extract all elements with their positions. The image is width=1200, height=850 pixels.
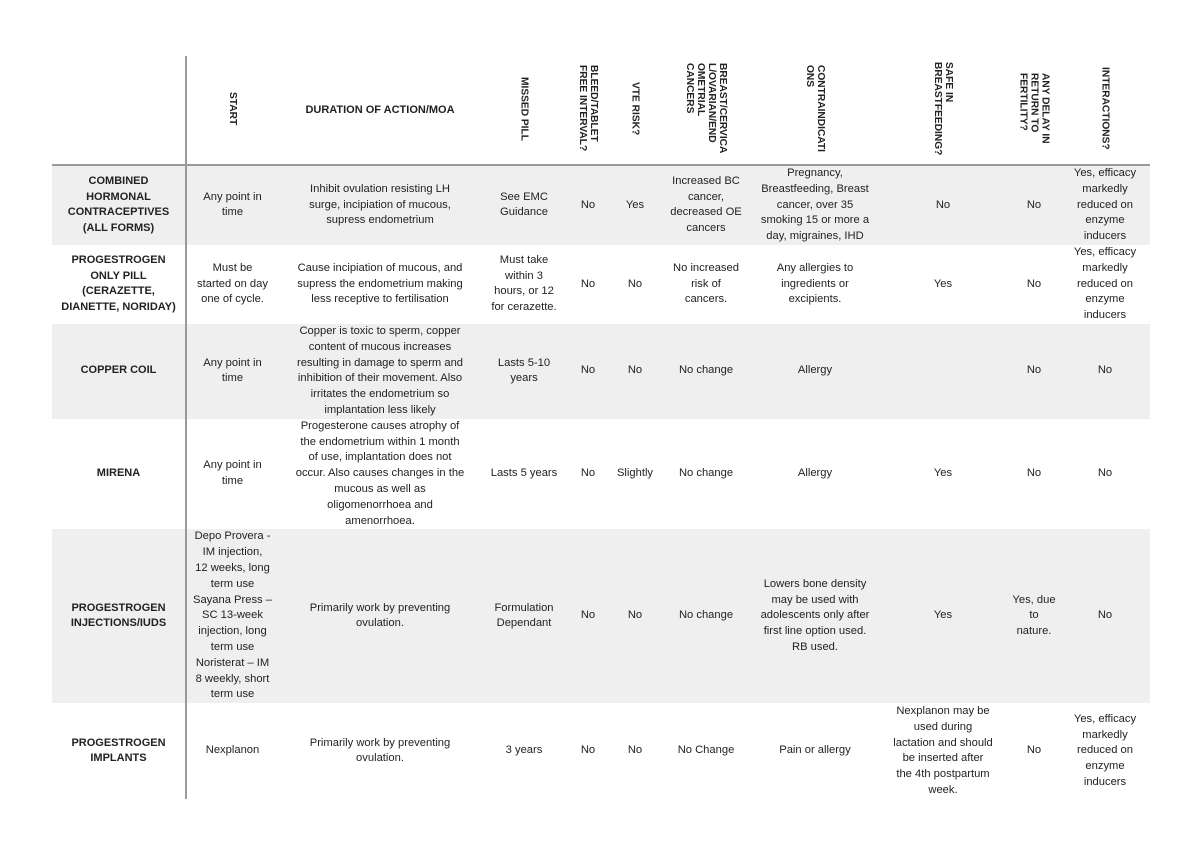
cell-contraindications: Pregnancy, Breastfeeding, Breast cancer, over 35 smoking 15 or more a day, migraines, IHD bbox=[752, 165, 878, 245]
cell-bleed: No bbox=[580, 277, 596, 290]
header-start bbox=[186, 56, 278, 165]
header-interactions bbox=[1060, 56, 1150, 165]
header-interactions-label: INTERACTIONS? bbox=[1099, 67, 1111, 150]
cell-fertility: No bbox=[1026, 467, 1042, 480]
header-start-label: START bbox=[227, 91, 238, 126]
row-method-name: MIRENA bbox=[52, 419, 186, 530]
cell-contraindications: Allergy bbox=[797, 467, 833, 480]
cell-bleed: No bbox=[566, 529, 610, 703]
row-method-name: PROGESTROGEN INJECTIONS/IUDS bbox=[52, 529, 186, 703]
header-duration bbox=[278, 56, 482, 165]
header-missed-pill-label: MISSED PILL bbox=[518, 76, 530, 141]
cell-cancers: No increased risk of cancers. bbox=[673, 261, 739, 306]
cell-vte: No bbox=[627, 744, 643, 757]
header-breastfeeding bbox=[878, 56, 1008, 165]
table-row bbox=[52, 165, 1150, 245]
cell-interactions: Yes, efficacy markedly reduced on enzyme inducers bbox=[1073, 712, 1137, 789]
header-duration-label: DURATION OF ACTION/MOA bbox=[305, 103, 455, 116]
cell-start: Any point in time bbox=[186, 324, 278, 419]
cell-cancers: No change bbox=[678, 467, 734, 480]
cell-fertility: No bbox=[1008, 324, 1060, 419]
table-row bbox=[52, 245, 1150, 324]
cell-missed-pill: Lasts 5-10 years bbox=[482, 324, 566, 419]
cell-interactions: No bbox=[1097, 467, 1113, 480]
cell-start: Nexplanon bbox=[205, 744, 260, 757]
cell-fertility: No bbox=[1026, 744, 1042, 757]
header-corner bbox=[52, 56, 186, 165]
cell-fertility: Yes, due to nature. bbox=[1008, 529, 1060, 703]
header-fertility-label: ANY DELAY IN RETURN TO FERTILITY? bbox=[1017, 73, 1051, 144]
cell-breastfeeding: Yes bbox=[933, 277, 953, 290]
cell-fertility: No bbox=[1008, 165, 1060, 245]
cell-cancers: No change bbox=[660, 529, 752, 703]
cell-breastfeeding: No bbox=[878, 165, 1008, 245]
cell-interactions: No bbox=[1060, 529, 1150, 703]
cell-vte: Yes bbox=[610, 165, 660, 245]
header-cancers bbox=[660, 56, 752, 165]
table-row bbox=[52, 419, 1150, 530]
header-breastfeeding-label: SAFE IN BREASTFEEDING? bbox=[932, 61, 954, 156]
header-vte bbox=[610, 56, 660, 165]
cell-duration: Inhibit ovulation resisting LH surge, incipiation of mucous, supress endometrium bbox=[278, 165, 482, 245]
cell-vte: Slightly bbox=[616, 467, 654, 480]
cell-breastfeeding bbox=[878, 324, 1008, 419]
cell-interactions: Yes, efficacy markedly reduced on enzyme inducers bbox=[1060, 165, 1150, 245]
header-contraindications-label: CONTRAINDICATI ONS bbox=[804, 65, 826, 152]
table-row bbox=[52, 529, 1150, 703]
header-cancers-label: BREAST/CERVICA L/OVARIAN/END OMETRIAL CANCERS bbox=[684, 63, 728, 154]
cell-bleed: No bbox=[566, 324, 610, 419]
cell-missed-pill: Lasts 5 years bbox=[490, 467, 558, 480]
cell-breastfeeding: Nexplanon may be used during lactation and should be inserted after the 4th postpartum week. bbox=[893, 704, 993, 796]
cell-missed-pill: Must take within 3 hours, or 12 for cerazette. bbox=[491, 253, 557, 314]
cell-interactions: No bbox=[1060, 324, 1150, 419]
cell-bleed: No bbox=[580, 467, 596, 480]
cell-start: Any point in time bbox=[203, 459, 262, 488]
header-bleed bbox=[566, 56, 610, 165]
contraception-table bbox=[52, 56, 1150, 799]
cell-start: Depo Provera - IM injection, 12 weeks, long term use Sayana Press – SC 13-week injection, long term use Noristerat – IM 8 weekly, short term use bbox=[186, 529, 278, 703]
cell-duration: Primarily work by preventing ovulation. bbox=[278, 529, 482, 703]
contraception-comparison-sheet bbox=[52, 56, 1150, 799]
cell-vte: No bbox=[627, 277, 643, 290]
cell-contraindications: Lowers bone density may be used with adolescents only after first line option used. RB used. bbox=[752, 529, 878, 703]
cell-fertility: No bbox=[1026, 277, 1042, 290]
header-row bbox=[52, 56, 1150, 165]
cell-breastfeeding: Yes bbox=[933, 467, 953, 480]
cell-bleed: No bbox=[580, 744, 596, 757]
row-method-name: COPPER COIL bbox=[52, 324, 186, 419]
cell-bleed: No bbox=[566, 165, 610, 245]
cell-missed-pill: 3 years bbox=[505, 744, 543, 757]
cell-missed-pill: Formulation Dependant bbox=[482, 529, 566, 703]
cell-cancers: No change bbox=[660, 324, 752, 419]
cell-start: Any point in time bbox=[186, 165, 278, 245]
header-bleed-label: BLEED/TABLET FREE INTERVAL? bbox=[577, 65, 599, 152]
table-row bbox=[52, 703, 1150, 799]
header-contraindications bbox=[752, 56, 878, 165]
row-method-name: PROGESTROGEN IMPLANTS bbox=[52, 703, 186, 799]
header-fertility bbox=[1008, 56, 1060, 165]
cell-contraindications: Any allergies to ingredients or excipients. bbox=[776, 261, 854, 306]
cell-duration: Primarily work by preventing ovulation. bbox=[309, 736, 451, 765]
cell-start: Must be started on day one of cycle. bbox=[197, 261, 268, 306]
cell-cancers: No Change bbox=[677, 744, 735, 757]
cell-breastfeeding: Yes bbox=[878, 529, 1008, 703]
cell-cancers: Increased BC cancer, decreased OE cancers bbox=[660, 165, 752, 245]
table-row bbox=[52, 324, 1150, 419]
cell-duration: Copper is toxic to sperm, copper content of mucous increases resulting in damage to sperm and inhibition of their movement. Also irritates the endometrium so implantation less likely bbox=[278, 324, 482, 419]
header-missed-pill bbox=[482, 56, 566, 165]
header-vte-label: VTE RISK? bbox=[629, 81, 641, 136]
cell-vte: No bbox=[610, 529, 660, 703]
cell-missed-pill: See EMC Guidance bbox=[482, 165, 566, 245]
row-method-name: COMBINED HORMONAL CONTRACEPTIVES (ALL FORMS) bbox=[52, 165, 186, 245]
row-method-name: PROGESTROGEN ONLY PILL (CERAZETTE, DIANETTE, NORIDAY) bbox=[52, 245, 186, 324]
cell-interactions: Yes, efficacy markedly reduced on enzyme inducers bbox=[1073, 245, 1137, 322]
cell-vte: No bbox=[610, 324, 660, 419]
cell-duration: Progesterone causes atrophy of the endometrium within 1 month of use, implantation does not occur. Also causes changes in the mucous as well as oligomenorrhoea and amenorrhoea. bbox=[295, 419, 465, 527]
cell-duration: Cause incipiation of mucous, and supress the endometrium making less receptive to fertilisation bbox=[297, 261, 463, 306]
cell-contraindications: Allergy bbox=[752, 324, 878, 419]
cell-contraindications: Pain or allergy bbox=[779, 744, 851, 757]
